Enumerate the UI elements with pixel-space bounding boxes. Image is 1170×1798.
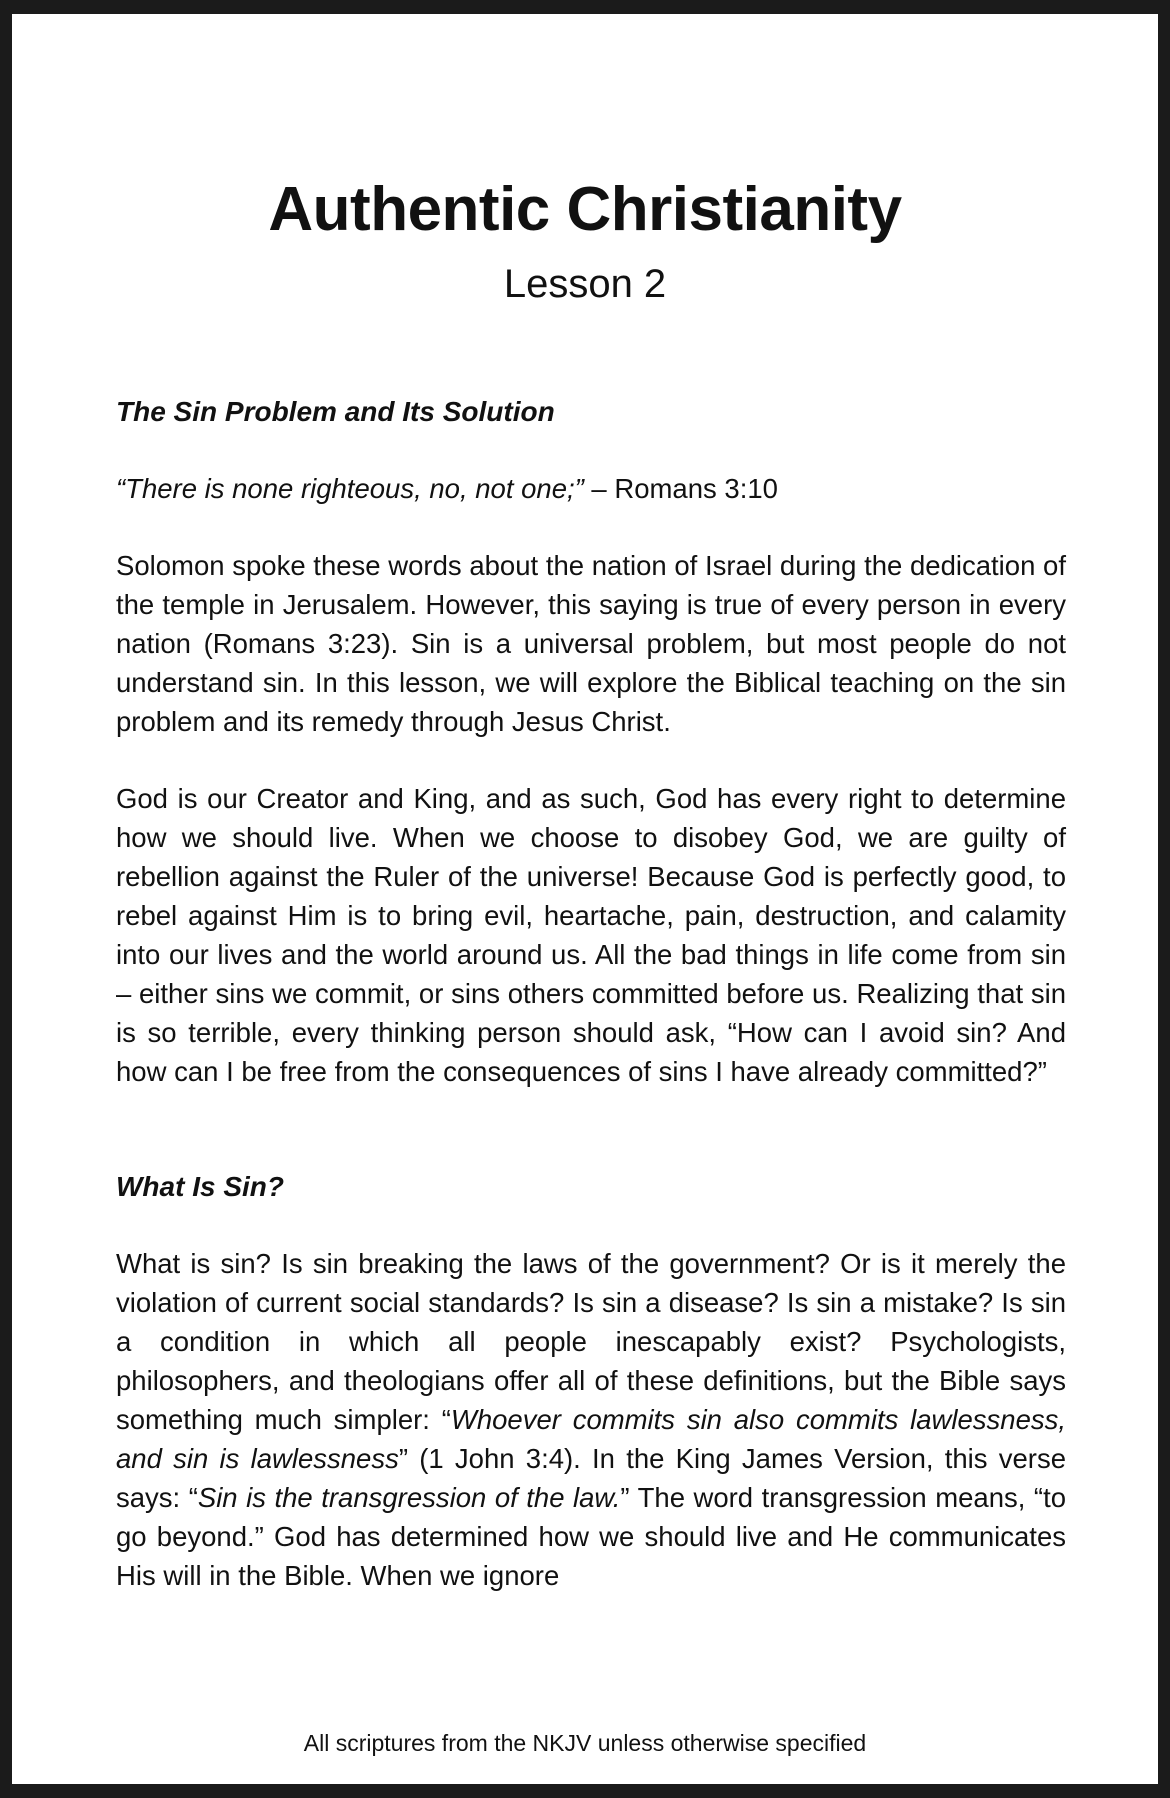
document-body (116, 392, 1066, 1595)
scripture-quote-1-john: Whoever commits sin also commits lawlessness, and sin is lawlessness (116, 1404, 1066, 1474)
paragraph-creator-king: God is our Creator and King, and as such, God has every right to determine how we should live. When we choose to disobey God, we are guilty of rebellion against the Ruler of the universe! Because God is perfectly good, to rebel against Him is to bring evil, heartache, pain, destruction, and calamity into our lives and the world around us. All the bad things in life come from sin – either sins we commit, or sins others committed before us. Realizing that sin is so terrible, every thinking person should ask, “How can I avoid sin? And how can I be free from the consequences of sins I have already committed?” (116, 783, 1066, 1087)
verse-reference: – Romans 3:10 (583, 473, 778, 504)
scripture-quote-kjv: Sin is the transgression of the law. (197, 1482, 621, 1513)
document-title: Authentic Christianity (268, 175, 902, 244)
paragraph-text: ” (1 John 3:4). In the King James Version, this verse says: “ (116, 1443, 1066, 1513)
verse-quote: “There is none righteous, no, not one;” (116, 473, 584, 504)
section-heading-what-is-sin: What Is Sin? (116, 1171, 284, 1202)
paragraph-text: What is sin? Is sin breaking the laws of the government? Or is it merely the violation of current social standards? Is sin a disease? Is sin a mistake? Is sin a condition in which all people inescapably exist? Psychologists, philosophers, and theologians offer all of these definitions, but the Bible says something much simpler: “ (116, 1248, 1066, 1435)
section-heading-sin-problem: The Sin Problem and Its Solution (116, 396, 555, 427)
lesson-subtitle: Lesson 2 (503, 262, 667, 306)
paragraph-text: ” The word transgression means, “to go beyond.” God has determined how we should live and He communicates His will in the Bible. When we ignore (116, 1482, 1066, 1591)
footer-note: All scriptures from the NKJV unless otherwise specified (303, 1730, 867, 1756)
key-verse (116, 469, 1066, 508)
paragraph-solomon: Solomon spoke these words about the nation of Israel during the dedication of the temple in Jerusalem. However, this saying is true of every person in every nation (Romans 3:23). Sin is a universal problem, but most people do not understand sin. In this lesson, we will explore the Biblical teaching on the sin problem and its remedy through Jesus Christ. (116, 550, 1066, 737)
paragraph-what-is-sin (116, 1244, 1066, 1595)
document-page (12, 14, 1158, 1784)
